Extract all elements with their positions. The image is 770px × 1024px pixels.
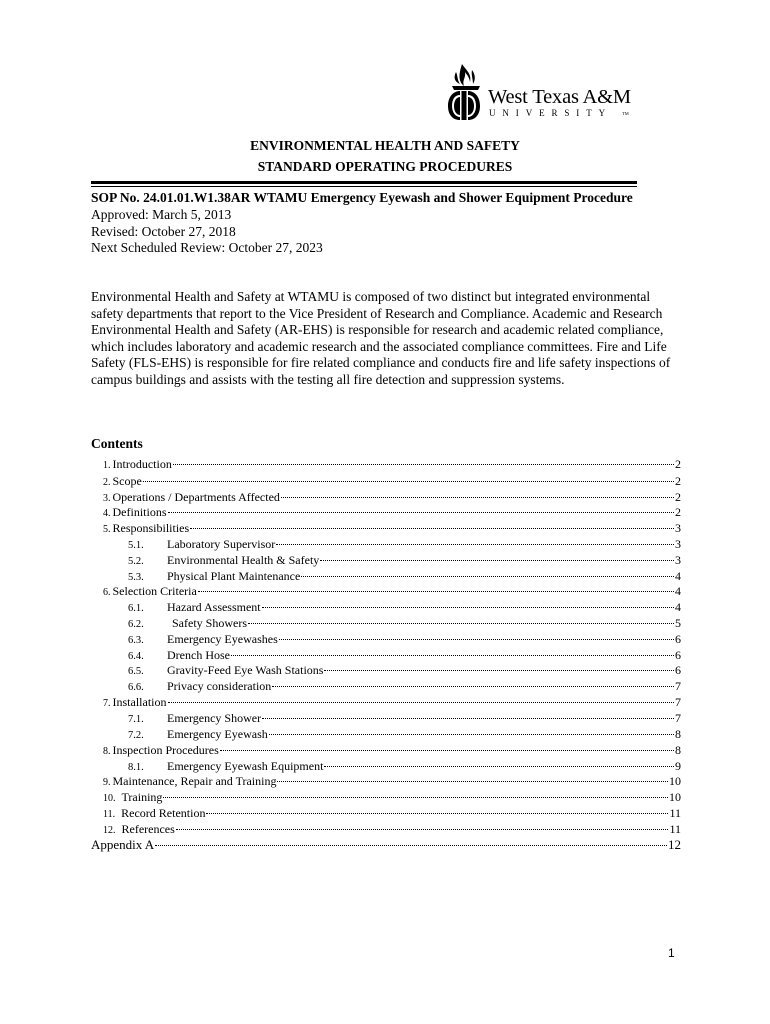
toc-label: Responsibilities [112, 521, 190, 535]
toc-page-number: 2 [675, 457, 681, 471]
toc-entry-appendix[interactable] [91, 837, 681, 853]
toc-subentry[interactable] [128, 662, 681, 678]
toc-dot-leader [301, 576, 674, 577]
toc-page-number: 11 [669, 806, 681, 820]
toc-dot-leader [276, 544, 674, 545]
toc-page-number: 4 [675, 600, 681, 614]
toc-number: 8.1. [128, 762, 144, 773]
toc-subentry[interactable] [128, 647, 681, 663]
toc-dot-leader [262, 607, 674, 608]
toc-label: References [121, 822, 175, 836]
toc-entry[interactable] [103, 504, 681, 520]
toc-subentry[interactable] [128, 615, 681, 631]
toc-page-number: 2 [675, 505, 681, 519]
toc-dot-leader [163, 797, 668, 798]
toc-page-number: 2 [675, 474, 681, 488]
toc-label: Drench Hose [167, 648, 230, 662]
toc-number: 11. [103, 809, 116, 820]
toc-page-number: 11 [669, 822, 681, 836]
toc-dot-leader [277, 781, 668, 782]
toc-page-number: 8 [675, 743, 681, 757]
header-rule-thick [91, 181, 637, 184]
toc-number: 6.4. [128, 651, 144, 662]
toc-page-number: 7 [675, 679, 681, 693]
toc-number: 6.5. [128, 666, 144, 677]
toc-page-number: 7 [675, 711, 681, 725]
toc-dot-leader [269, 734, 674, 735]
toc-label: Gravity-Feed Eye Wash Stations [167, 663, 324, 677]
toc-page-number: 2 [675, 490, 681, 504]
toc-page-number: 6 [675, 663, 681, 677]
toc-label: Selection Criteria [112, 584, 197, 598]
toc-entry[interactable] [103, 773, 681, 789]
toc-page-number: 4 [675, 569, 681, 583]
toc-number: 5.2. [128, 556, 144, 567]
logo-university-label: UNIVERSITY [489, 108, 612, 118]
toc-dot-leader [272, 686, 674, 687]
toc-page-number: 3 [675, 521, 681, 535]
toc-dot-leader [279, 639, 674, 640]
toc-label: Emergency Eyewash Equipment [167, 759, 324, 773]
toc-label: Training [121, 790, 163, 804]
toc-label: Scope [112, 474, 142, 488]
toc-label: Safety Showers [172, 616, 247, 630]
toc-number: 5.3. [128, 572, 144, 583]
toc-subentry[interactable] [128, 599, 681, 615]
toc-subentry[interactable] [128, 568, 681, 584]
toc-label: Laboratory Supervisor [167, 537, 276, 551]
toc-subentry[interactable] [128, 726, 681, 742]
toc-dot-leader [155, 845, 667, 846]
toc-number: 7.1. [128, 714, 144, 725]
toc-entry[interactable] [103, 789, 681, 805]
toc-page-number: 3 [675, 553, 681, 567]
toc-entry[interactable] [103, 473, 681, 489]
toc-label: Environmental Health & Safety [167, 553, 320, 567]
toc-entry[interactable] [103, 489, 681, 505]
toc-dot-leader [231, 655, 674, 656]
toc-label: Operations / Departments Affected [112, 490, 280, 504]
logo-university-name: West Texas A&M [488, 86, 631, 108]
toc-label: Maintenance, Repair and Training [112, 774, 277, 788]
toc-number: 5.1. [128, 540, 144, 551]
toc-label: Record Retention [121, 806, 206, 820]
toc-dot-leader [324, 670, 674, 671]
department-heading: ENVIRONMENTAL HEALTH AND SAFETY [250, 138, 520, 153]
toc-dot-leader [262, 718, 674, 719]
toc-subentry[interactable] [128, 710, 681, 726]
toc-entry[interactable] [103, 805, 681, 821]
toc-dot-leader [198, 591, 674, 592]
toc-label: Privacy consideration [167, 679, 272, 693]
sop-title: SOP No. 24.01.01.W1.38AR WTAMU Emergency Eyewash and Shower Equipment Procedure [91, 190, 633, 205]
header-rule-thin [91, 186, 637, 187]
toc-page-number: 9 [675, 759, 681, 773]
toc-page-number: 7 [675, 695, 681, 709]
toc-label: Appendix A [91, 837, 155, 852]
toc-label: Introduction [112, 457, 172, 471]
toc-dot-leader [190, 528, 674, 529]
toc-subentry[interactable] [128, 631, 681, 647]
toc-dot-leader [324, 766, 674, 767]
toc-label: Definitions [112, 505, 167, 519]
toc-number: 6.3. [128, 635, 144, 646]
flame-emblem-icon [442, 62, 492, 122]
toc-page-number: 10 [669, 774, 681, 788]
toc-number: 3. [103, 493, 111, 504]
toc-number: 10. [103, 793, 116, 804]
toc-dot-leader [320, 560, 674, 561]
logo-trademark: TM [622, 111, 629, 116]
toc-subentry[interactable] [128, 758, 681, 774]
toc-dot-leader [220, 750, 674, 751]
toc-number: 6. [103, 587, 111, 598]
toc-page-number: 6 [675, 648, 681, 662]
toc-subentry[interactable] [128, 552, 681, 568]
toc-number: 6.6. [128, 682, 144, 693]
toc-subentry[interactable] [128, 678, 681, 694]
toc-subentry[interactable] [128, 536, 681, 552]
next-review-date: Next Scheduled Review: October 27, 2023 [91, 240, 323, 255]
toc-number: 12. [103, 825, 116, 836]
toc-number: 2. [103, 477, 111, 488]
document-type-heading: STANDARD OPERATING PROCEDURES [257, 159, 513, 174]
toc-number: 5. [103, 524, 111, 535]
toc-label: Inspection Procedures [112, 743, 219, 757]
toc-page-number: 8 [675, 727, 681, 741]
toc-dot-leader [143, 481, 674, 482]
contents-title: Contents [91, 436, 143, 451]
toc-page-number: 3 [675, 537, 681, 551]
toc-page-number: 5 [675, 616, 681, 630]
intro-paragraph: Environmental Health and Safety at WTAMU is composed of two distinct but integrated environmental safety departments that report to the Vice President of Research and Compliance. Academic and Research Environmental Health and Safety (AR-EHS) is responsible for research and academic related compliance, which includes laboratory and academic research and the associated compliance committees. Fire and Life Safety (FLS-EHS) is responsible for fire related compliance and conducts fire and life safety inspections of campus buildings and assists with the testing all fire detection and suppression systems. [91, 289, 671, 387]
university-logo [442, 62, 642, 122]
toc-label: Emergency Eyewash [167, 727, 268, 741]
toc-entry[interactable] [103, 520, 681, 536]
toc-page-number: 12 [668, 837, 681, 852]
toc-number: 8. [103, 746, 111, 757]
toc-label: Installation [112, 695, 167, 709]
revised-date: Revised: October 27, 2018 [91, 224, 236, 239]
toc-dot-leader [206, 813, 668, 814]
page-number: 1 [668, 946, 675, 960]
toc-number: 6.1. [128, 603, 144, 614]
toc-dot-leader [173, 464, 674, 465]
toc-page-number: 10 [669, 790, 681, 804]
toc-label: Emergency Eyewashes [167, 632, 278, 646]
toc-entry[interactable] [103, 456, 681, 472]
toc-entry[interactable] [103, 694, 681, 710]
toc-number: 4. [103, 508, 111, 519]
toc-entry[interactable] [103, 742, 681, 758]
approved-date: Approved: March 5, 2013 [91, 207, 232, 222]
toc-number: 7.2. [128, 730, 144, 741]
toc-dot-leader [176, 829, 669, 830]
toc-number: 9. [103, 777, 111, 788]
toc-number: 6.2. [128, 619, 144, 630]
toc-dot-leader [168, 512, 675, 513]
toc-label: Emergency Shower [167, 711, 262, 725]
toc-dot-leader [281, 497, 674, 498]
toc-entry[interactable] [103, 583, 681, 599]
toc-label: Hazard Assessment [167, 600, 261, 614]
toc-number: 7. [103, 698, 111, 709]
toc-entry[interactable] [103, 821, 681, 837]
toc-page-number: 6 [675, 632, 681, 646]
toc-number: 1. [103, 460, 111, 471]
toc-label: Physical Plant Maintenance [167, 569, 301, 583]
toc-page-number: 4 [675, 584, 681, 598]
toc-dot-leader [248, 623, 674, 624]
toc-dot-leader [168, 702, 675, 703]
